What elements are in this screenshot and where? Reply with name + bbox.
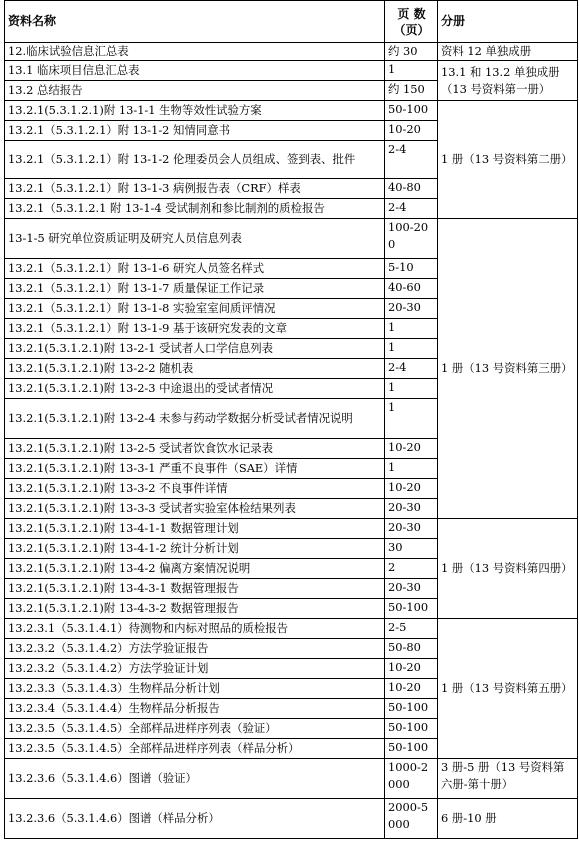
table-header-row [5,1,578,43]
page-count-cell: 20-30 [385,519,438,539]
material-name-cell: 13.2.1（5.3.1.2.1）附 13-1-6 研究人员签名样式 [5,259,385,279]
volume-cell: 1 册（13 号资料第二册） [438,101,578,219]
material-name-cell: 13.2 总结报告 [5,81,385,101]
material-name-cell: 13.2.1(5.3.1.2.1)附 13-2-3 中途退出的受试者情况 [5,379,385,399]
page-count-cell: 2000-5000 [385,799,438,839]
table-row [5,619,578,639]
material-name-cell: 13.2.1(5.3.1.2.1)附 13-2-1 受试者人口学信息列表 [5,339,385,359]
material-name-cell: 13.2.3.4（5.3.1.4.4）生物样品分析报告 [5,699,385,719]
table-row [5,799,578,839]
page-count-cell: 2-4 [385,141,438,179]
material-name-cell: 13.2.1（5.3.1.2.1）附 13-1-9 基于该研究发表的文章 [5,319,385,339]
page-count-cell: 1 [385,399,438,439]
material-name-cell: 13.2.1(5.3.1.2.1)附 13-2-2 随机表 [5,359,385,379]
page-count-cell: 50-80 [385,639,438,659]
page-count-cell: 20-30 [385,579,438,599]
page-count-cell: 20-30 [385,299,438,319]
page-count-cell: 1000-2000 [385,759,438,799]
page-count-cell: 1 [385,61,438,81]
page-count-cell: 1 [385,319,438,339]
material-name-cell: 13.2.1(5.3.1.2.1)附 13-3-2 不良事件详情 [5,479,385,499]
page-count-cell: 40-80 [385,179,438,199]
table-row [5,101,578,121]
table-body [5,43,578,839]
page-count-cell: 10-20 [385,679,438,699]
page-count-cell: 40-60 [385,279,438,299]
header-pages-line2: （页） [393,22,430,37]
page-count-cell: 50-100 [385,719,438,739]
page-count-cell: 10-20 [385,659,438,679]
material-name-cell: 13.2.1(5.3.1.2.1)附 13-3-1 严重不良事件（SAE）详情 [5,459,385,479]
material-name-cell: 13.2.3.2（5.3.1.4.2）方法学验证报告 [5,639,385,659]
table-row [5,43,578,61]
header-volume: 分册 [438,1,578,43]
page-count-cell: 50-100 [385,739,438,759]
table-row [5,61,578,81]
page-count-cell: 1 [385,379,438,399]
header-pages [385,1,438,43]
material-name-cell: 13.2.1(5.3.1.2.1)附 13-2-4 未参与药动学数据分析受试者情况说明 [5,399,385,439]
material-name-cell: 13.2.3.5（5.3.1.4.5）全部样品进样序列表（样品分析） [5,739,385,759]
material-name-cell: 13.2.1（5.3.1.2.1）附 13-1-7 质量保证工作记录 [5,279,385,299]
material-name-cell: 13.2.1(5.3.1.2.1)附 13-4-2 偏离方案情况说明 [5,559,385,579]
page-count-cell: 30 [385,539,438,559]
page-count-cell: 2-4 [385,199,438,219]
page-count-cell: 100-200 [385,219,438,259]
material-name-cell: 13.2.1（5.3.1.2.1）附 13-1-2 伦理委员会人员组成、签到表、批件 [5,141,385,179]
page-count-cell: 50-100 [385,101,438,121]
page-count-cell: 10-20 [385,121,438,141]
header-name: 资料名称 [5,1,385,43]
material-name-cell: 13.2.1(5.3.1.2.1)附 13-4-3-2 数据管理报告 [5,599,385,619]
material-name-cell: 13.2.1（5.3.1.2.1）附 13-1-8 实验室室间质评情况 [5,299,385,319]
material-name-cell: 13.2.3.3（5.3.1.4.3）生物样品分析计划 [5,679,385,699]
material-name-cell: 13.2.1(5.3.1.2.1)附 13-4-3-1 数据管理报告 [5,579,385,599]
material-name-cell: 13-1-5 研究单位资质证明及研究人员信息列表 [5,219,385,259]
page-count-cell: 1 [385,339,438,359]
page-count-cell: 50-100 [385,699,438,719]
table-row [5,759,578,799]
page-count-cell: 10-20 [385,479,438,499]
material-name-cell: 13.1 临床项目信息汇总表 [5,61,385,81]
material-name-cell: 13.2.3.1（5.3.1.4.1）待测物和内标对照品的质检报告 [5,619,385,639]
volume-cell: 资料 12 单独成册 [438,43,578,61]
material-name-cell: 13.2.1（5.3.1.2.1 附 13-1-4 受试制剂和参比制剂的质检报告 [5,199,385,219]
material-name-cell: 12.临床试验信息汇总表 [5,43,385,61]
page-count-cell: 1 [385,459,438,479]
materials-table [4,0,578,839]
page-count-cell: 2-5 [385,619,438,639]
material-name-cell: 13.2.3.5（5.3.1.4.5）全部样品进样序列表（验证） [5,719,385,739]
header-pages-line1: 页 数 [397,6,426,21]
material-name-cell: 13.2.1（5.3.1.2.1）附 13-1-3 病例报告表（CRF）样表 [5,179,385,199]
material-name-cell: 13.2.3.6（5.3.1.4.6）图谱（样品分析） [5,799,385,839]
page-count-cell: 2-4 [385,359,438,379]
material-name-cell: 13.2.3.6（5.3.1.4.6）图谱（验证） [5,759,385,799]
material-name-cell: 13.2.1(5.3.1.2.1)附 13-2-5 受试者饮食饮水记录表 [5,439,385,459]
material-name-cell: 13.2.3.2（5.3.1.4.2）方法学验证计划 [5,659,385,679]
material-name-cell: 13.2.1(5.3.1.2.1)附 13-3-3 受试者实验室体检结果列表 [5,499,385,519]
volume-cell: 1 册（13 号资料第三册） [438,219,578,519]
page-count-cell: 2 [385,559,438,579]
material-name-cell: 13.2.1(5.3.1.2.1)附 13-4-1-2 统计分析计划 [5,539,385,559]
volume-cell: 3 册-5 册（13 号资料第六册-第十册） [438,759,578,799]
volume-cell: 1 册（13 号资料第四册） [438,519,578,619]
table-row [5,519,578,539]
material-name-cell: 13.2.1(5.3.1.2.1)附 13-1-1 生物等效性试验方案 [5,101,385,121]
volume-cell: 1 册（13 号资料第五册） [438,619,578,759]
page-count-cell: 50-100 [385,599,438,619]
page-count-cell: 约 150 [385,81,438,101]
page-count-cell: 10-20 [385,439,438,459]
material-name-cell: 13.2.1（5.3.1.2.1）附 13-1-2 知情同意书 [5,121,385,141]
table-row [5,219,578,259]
volume-cell: 13.1 和 13.2 单独成册（13 号资料第一册） [438,61,578,101]
page-count-cell: 5-10 [385,259,438,279]
page-count-cell: 约 30 [385,43,438,61]
volume-cell: 6 册-10 册 [438,799,578,839]
material-name-cell: 13.2.1(5.3.1.2.1)附 13-4-1-1 数据管理计划 [5,519,385,539]
page-count-cell: 20-30 [385,499,438,519]
